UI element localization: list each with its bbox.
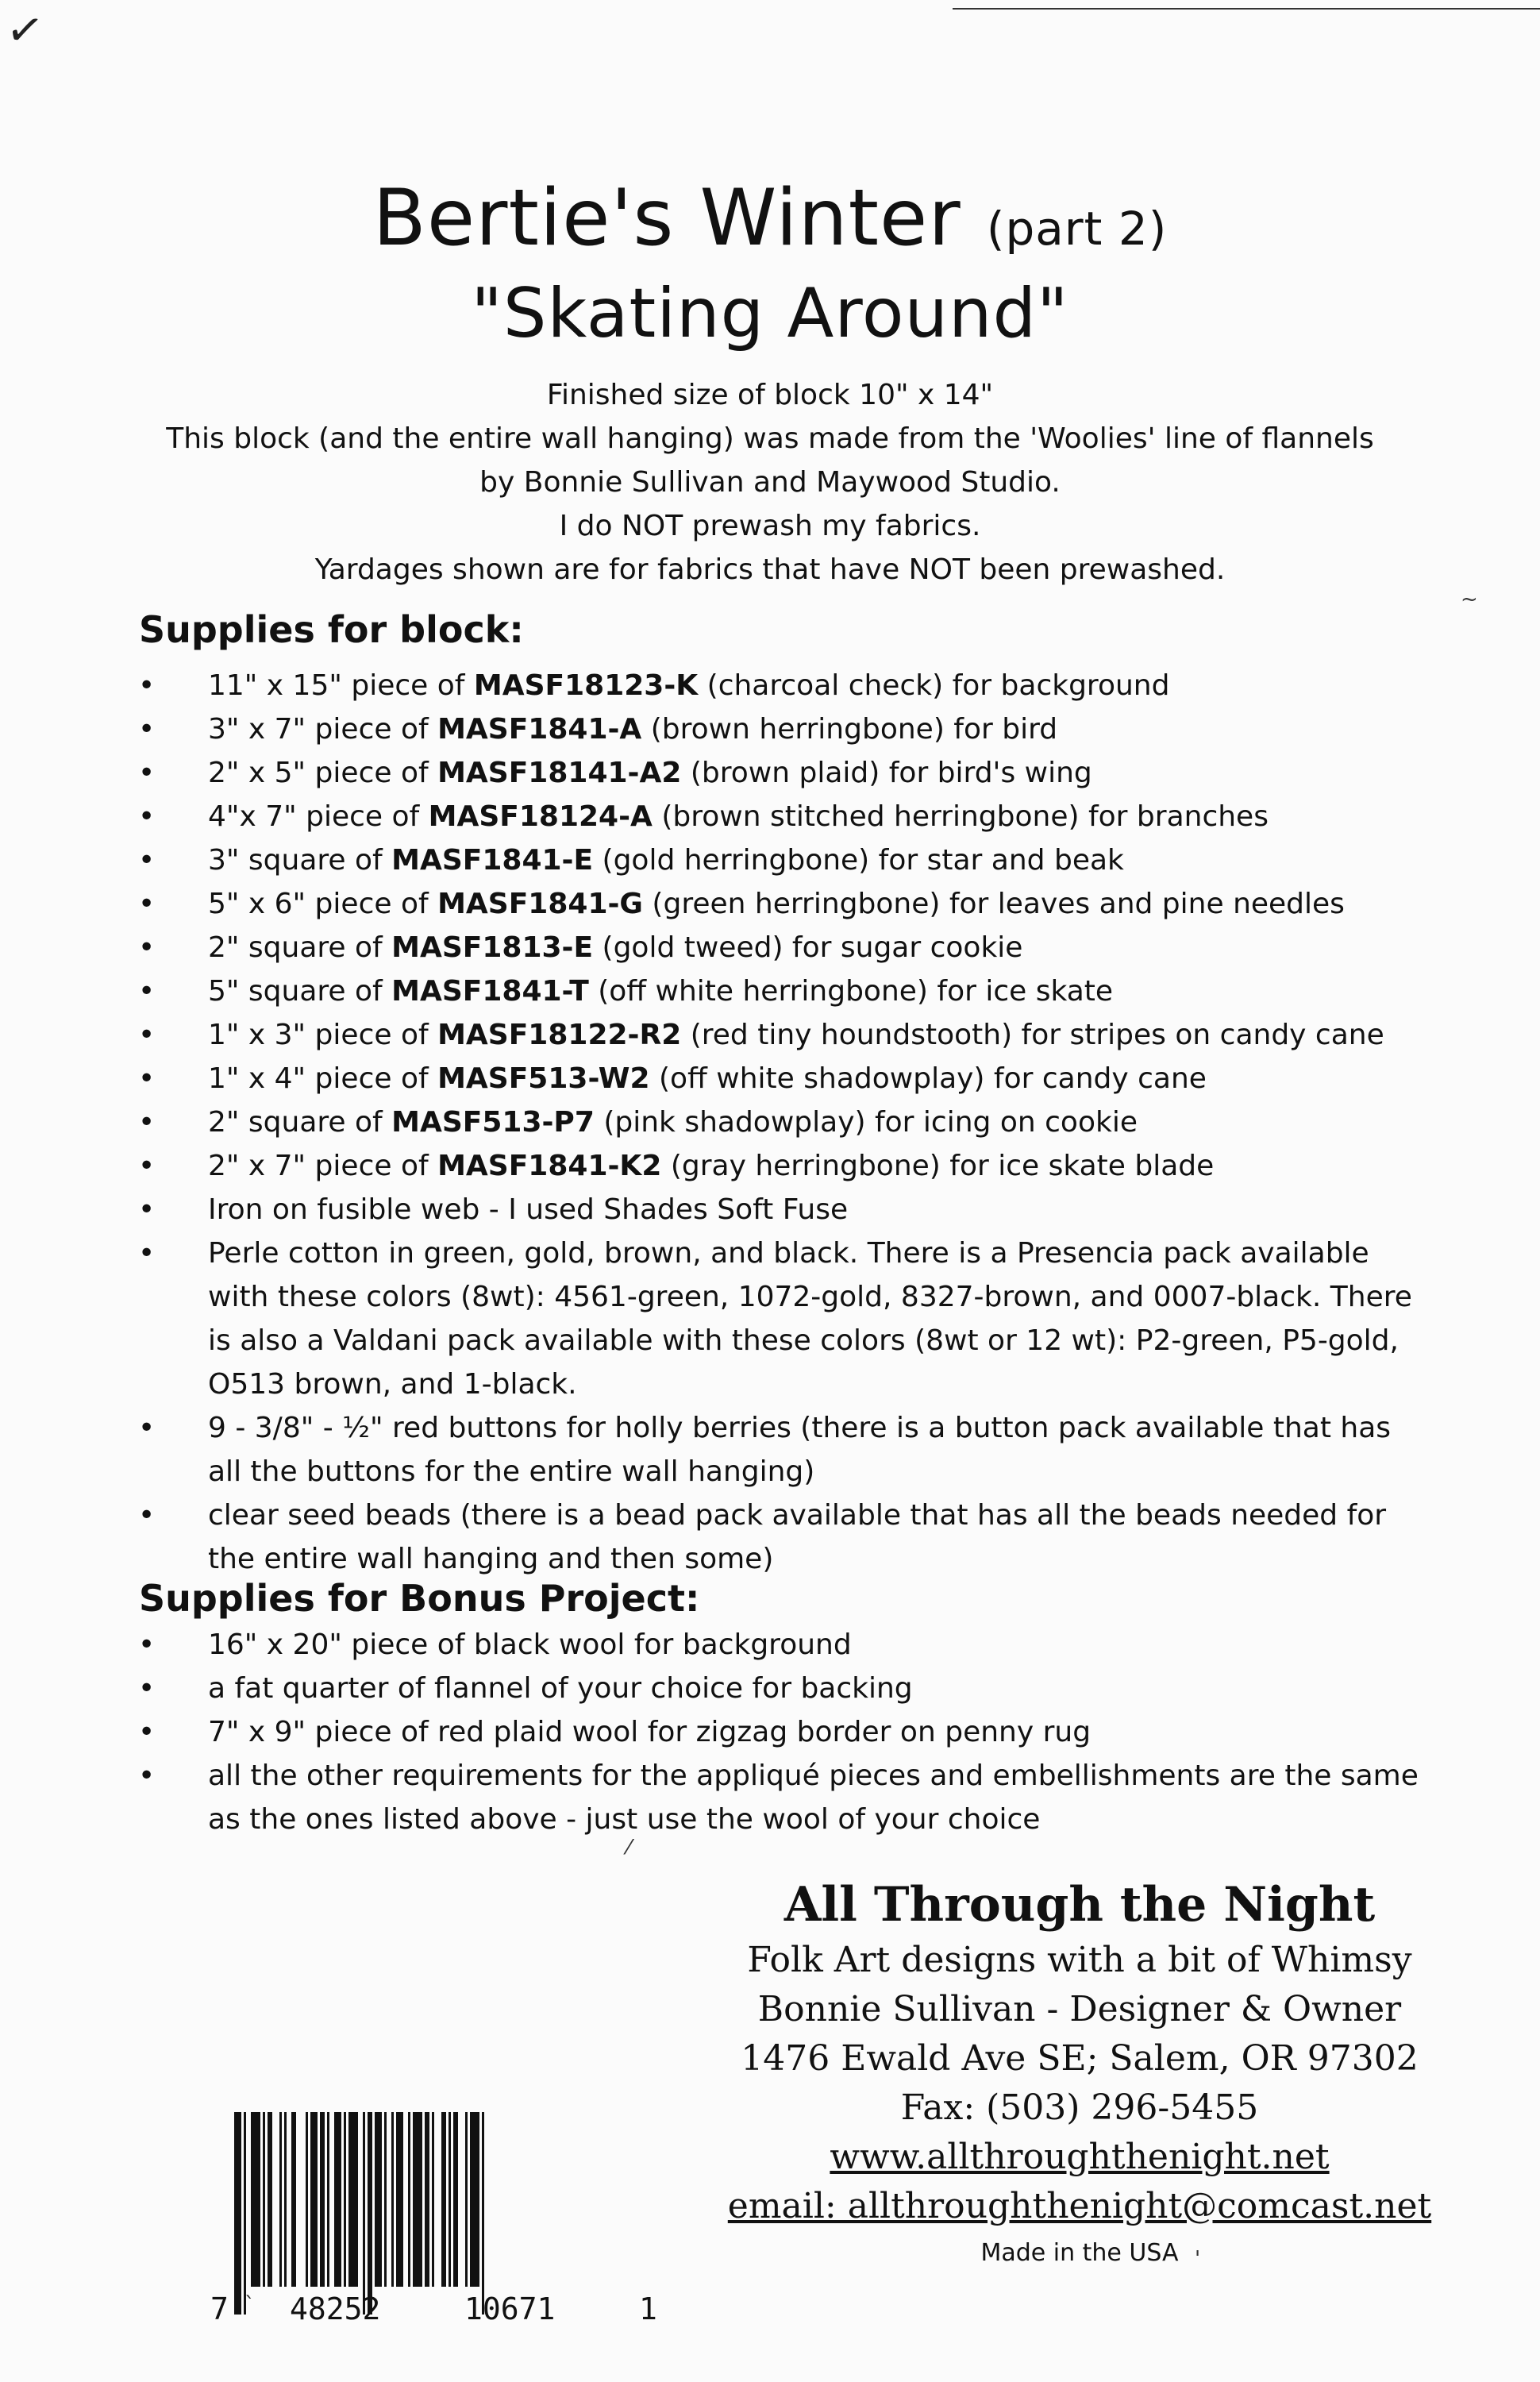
- stray-mark-icon: `: [244, 2293, 255, 2317]
- barcode-group-2: 10671: [464, 2291, 556, 2326]
- list-item: • 5" square of MASF1841-T (off white herringbone) for ice skate: [135, 969, 1421, 1013]
- page-title: [0, 175, 1540, 272]
- pen-tick-icon: ⁄: [627, 1836, 631, 1860]
- list-item: • Iron on fusible web - I used Shades Soft Fuse: [135, 1188, 1421, 1231]
- supplies-bonus-list: [135, 1623, 1421, 1841]
- stray-mark-icon: ~: [1461, 588, 1478, 611]
- barcode-bar: [384, 2112, 387, 2287]
- barcode-bar: [413, 2112, 422, 2287]
- list-item: • 5" x 6" piece of MASF1841-G (green herringbone) for leaves and pine needles: [135, 882, 1421, 926]
- barcode-bar: [251, 2112, 260, 2287]
- barcode-bar: [482, 2112, 484, 2315]
- barcode-bar: [363, 2112, 365, 2315]
- barcode-bar: [284, 2112, 287, 2287]
- company-email-link[interactable]: email: allthroughthenight@comcast.net: [727, 2186, 1432, 2226]
- intro-line: I do NOT prewash my fabrics.: [559, 510, 981, 542]
- barcode-bar: [391, 2112, 394, 2287]
- barcode-bar: [348, 2112, 358, 2287]
- list-item: • 11" x 15" piece of MASF18123-K (charcoal check) for background: [135, 664, 1421, 707]
- barcode-bar: [396, 2112, 403, 2287]
- stray-mark-icon: ': [1195, 2247, 1201, 2271]
- intro-line: by Bonnie Sullivan and Maywood Studio.: [479, 466, 1061, 499]
- company-name: All Through the Night: [783, 1877, 1376, 1933]
- supplies-bonus-heading: Supplies for Bonus Project:: [139, 1577, 700, 1620]
- barcode-bar: [441, 2112, 446, 2287]
- list-item: • 2" x 5" piece of MASF18141-A2 (brown plaid) for bird's wing: [135, 751, 1421, 795]
- list-item: • 2" square of MASF1813-E (gold tweed) for sugar cookie: [135, 926, 1421, 969]
- page-subtitle: "Skating Around": [471, 274, 1069, 353]
- list-item: • clear seed beads (there is a bead pack available that has all the beads needed for the entire wall hanging and then some): [135, 1494, 1421, 1581]
- list-item: • 7" x 9" piece of red plaid wool for zigzag border on penny rug: [135, 1710, 1421, 1754]
- list-item: • 1" x 4" piece of MASF513-W2 (off white shadowplay) for candy cane: [135, 1057, 1421, 1100]
- barcode-bar: [327, 2112, 329, 2287]
- title-part: (part 2): [986, 202, 1168, 256]
- list-item: • 4"x 7" piece of MASF18124-A (brown stitched herringbone) for branches: [135, 795, 1421, 838]
- pen-mark-icon: ✓: [2, 2, 48, 59]
- barcode-bar: [310, 2112, 318, 2287]
- barcode-bar: [344, 2112, 346, 2287]
- list-item: • 3" square of MASF1841-E (gold herringbone) for star and beak: [135, 838, 1421, 882]
- intro-line: Finished size of block 10" x 14": [546, 379, 994, 411]
- barcode-bar: [320, 2112, 325, 2287]
- made-in-usa: Made in the USA: [980, 2239, 1179, 2267]
- list-item: • 16" x 20" piece of black wool for background: [135, 1623, 1421, 1667]
- barcode-bars: [210, 2112, 655, 2318]
- barcode-bar: [334, 2112, 341, 2287]
- supplies-block-heading: Supplies for block:: [139, 608, 524, 651]
- company-address: 1476 Ewald Ave SE; Salem, OR 97302: [741, 2038, 1419, 2079]
- company-fax: Fax: (503) 296-5455: [900, 2087, 1259, 2128]
- barcode-bar: [291, 2112, 296, 2287]
- list-item: • 2" x 7" piece of MASF1841-K2 (gray herringbone) for ice skate blade: [135, 1144, 1421, 1188]
- barcode-bar: [279, 2112, 282, 2287]
- top-border-line: [953, 8, 1540, 10]
- list-item: • 2" square of MASF513-P7 (pink shadowplay) for icing on cookie: [135, 1100, 1421, 1144]
- barcode-bar: [470, 2112, 479, 2287]
- list-item: • a fat quarter of flannel of your choice for backing: [135, 1667, 1421, 1710]
- list-item: • all the other requirements for the appliqué pieces and embellishments are the same as the ones listed above - just use the wool of your choice: [135, 1754, 1421, 1841]
- barcode-digit-left: 7: [210, 2291, 229, 2326]
- title-main: Bertie's Winter: [372, 173, 961, 264]
- barcode-bar: [375, 2112, 382, 2287]
- barcode-bar: [244, 2112, 246, 2315]
- intro-line: Yardages shown are for fabrics that have NOT been prewashed.: [314, 553, 1226, 586]
- barcode-bar: [368, 2112, 372, 2315]
- barcode-bar: [449, 2112, 451, 2287]
- supplies-block-list: [135, 664, 1421, 1581]
- company-website-link[interactable]: www.allthroughthenight.net: [830, 2137, 1330, 2177]
- intro-line: This block (and the entire wall hanging) was made from the 'Woolies' line of flannels: [166, 422, 1374, 455]
- barcode-bar: [268, 2112, 272, 2287]
- intro-text: [127, 373, 1413, 592]
- list-item: • 9 - 3/8" - ½" red buttons for holly berries (there is a button pack available that has all the buttons for the entire wall hanging): [135, 1406, 1421, 1494]
- list-item: • Perle cotton in green, gold, brown, and black. There is a Presencia pack available with these colors (8wt): 4561-green, 1072-gold, 8327-brown, and 0007-black. There is also a Valdani pack available with these colors (8wt or 12 wt): P2-green, P5-gold, O513 brown, and 1-black.: [135, 1231, 1421, 1406]
- barcode-bar: [263, 2112, 265, 2287]
- barcode: [210, 2112, 655, 2350]
- company-owner: Bonnie Sullivan - Designer & Owner: [757, 1989, 1402, 2029]
- list-item: • 3" x 7" piece of MASF1841-A (brown herringbone) for bird: [135, 707, 1421, 751]
- list-item: • 1" x 3" piece of MASF18122-R2 (red tiny houndstooth) for stripes on candy cane: [135, 1013, 1421, 1057]
- barcode-bar: [408, 2112, 410, 2287]
- barcode-bar: [432, 2112, 434, 2287]
- barcode-bar: [425, 2112, 429, 2287]
- company-info: [699, 1874, 1461, 2276]
- barcode-bar: [465, 2112, 468, 2287]
- barcode-bar: [306, 2112, 308, 2287]
- barcode-bar: [234, 2112, 241, 2315]
- company-tagline: Folk Art designs with a bit of Whimsy: [747, 1940, 1412, 1980]
- barcode-bar: [453, 2112, 458, 2287]
- barcode-group-1: 48252: [290, 2291, 381, 2326]
- barcode-digit-right: 1: [639, 2291, 657, 2326]
